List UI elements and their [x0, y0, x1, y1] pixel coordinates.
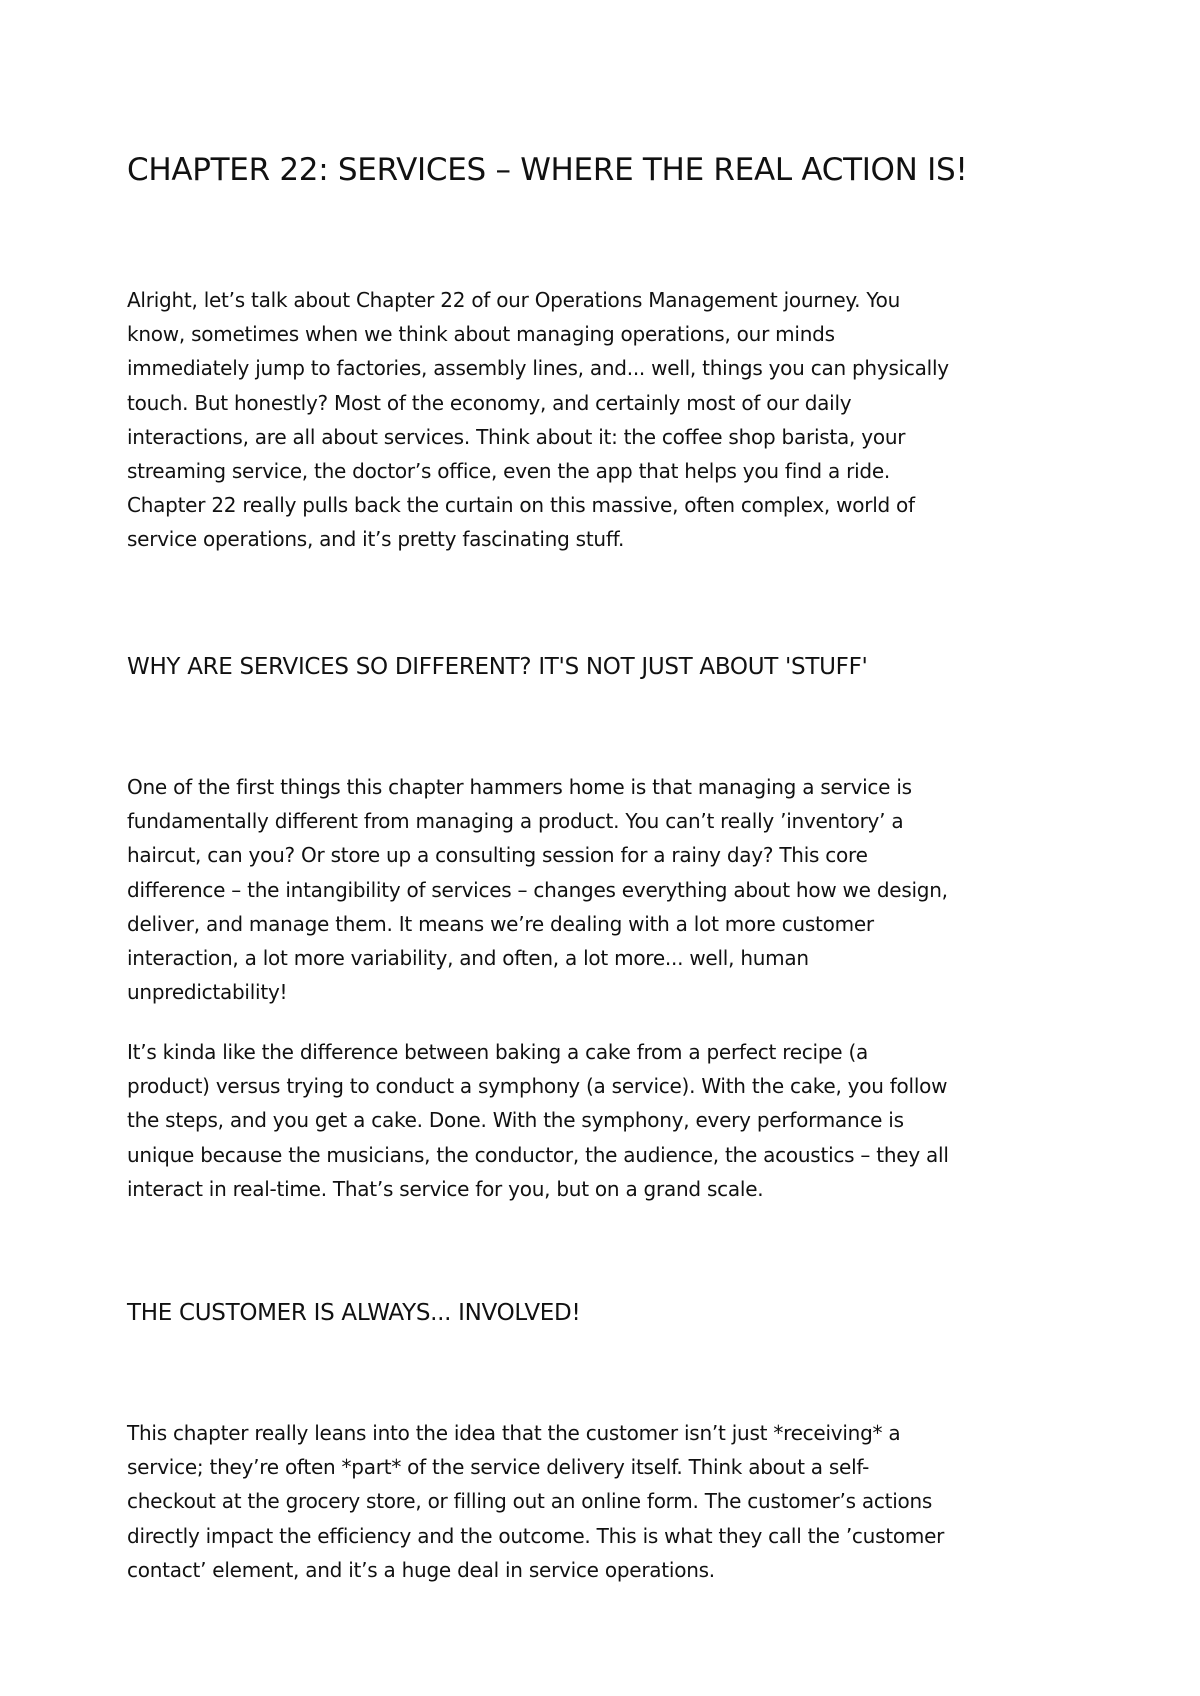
text-line: contact’ element, and it’s a huge deal in service operations.	[127, 1557, 715, 1582]
text-line: the steps, and you get a cake. Done. With the symphony, every performance is	[127, 1108, 904, 1133]
text-line: interact in real-time. That’s service for you, but on a grand scale.	[127, 1176, 764, 1201]
text-line: fundamentally different from managing a product. You can’t really ’inventory’ a	[127, 809, 904, 834]
chapter-title: CHAPTER 22: SERVICES – WHERE THE REAL ACTION IS!	[127, 152, 968, 188]
text-line: This chapter really leans into the idea that the customer isn’t just *receiving* a	[127, 1421, 901, 1445]
section-heading: THE CUSTOMER IS ALWAYS... INVOLVED!	[127, 1300, 581, 1326]
text-line: Chapter 22 really pulls back the curtain on this massive, often complex, world of	[127, 493, 915, 518]
text-line: service operations, and it’s pretty fascinating stuff.	[127, 527, 625, 552]
text-line: interaction, a lot more variability, and often, a lot more... well, human	[127, 946, 809, 971]
text-line: deliver, and manage them. It means we’re dealing with a lot more customer	[127, 911, 874, 936]
text-line: unpredictability!	[127, 980, 288, 1005]
text-line: immediately jump to factories, assembly lines, and... well, things you can physically	[127, 356, 949, 381]
intro-paragraph	[127, 283, 1087, 557]
text-line: haircut, can you? Or store up a consulting session for a rainy day? This core	[127, 843, 868, 868]
text-line: directly impact the efficiency and the outcome. This is what they call the ’customer	[127, 1523, 945, 1548]
body-paragraph	[127, 1035, 1087, 1206]
text-line: touch. But honestly? Most of the economy, and certainly most of our daily	[127, 390, 852, 415]
text-line: One of the first things this chapter hammers home is that managing a service is	[127, 775, 912, 799]
body-paragraph	[127, 1416, 1087, 1587]
text-line: product) versus trying to conduct a symphony (a service). With the cake, you follow	[127, 1074, 948, 1099]
text-line: It’s kinda like the difference between baking a cake from a perfect recipe (a	[127, 1040, 869, 1064]
text-line: unique because the musicians, the conductor, the audience, the acoustics – they all	[127, 1142, 949, 1167]
text-line: difference – the intangibility of services – changes everything about how we design,	[127, 877, 948, 902]
text-line: Alright, let’s talk about Chapter 22 of our Operations Management journey. You	[127, 288, 901, 312]
body-paragraph	[127, 770, 1087, 1009]
section-heading: WHY ARE SERVICES SO DIFFERENT? IT'S NOT JUST ABOUT 'STUFF'	[127, 654, 868, 680]
text-line: streaming service, the doctor’s office, even the app that helps you find a ride.	[127, 459, 890, 484]
text-line: checkout at the grocery store, or filling out an online form. The customer’s actions	[127, 1489, 933, 1514]
document-page	[127, 0, 1087, 1696]
text-line: interactions, are all about services. Think about it: the coffee shop barista, your	[127, 424, 906, 449]
text-line: know, sometimes when we think about managing operations, our minds	[127, 322, 835, 347]
text-line: service; they’re often *part* of the service delivery itself. Think about a self-	[127, 1455, 870, 1480]
